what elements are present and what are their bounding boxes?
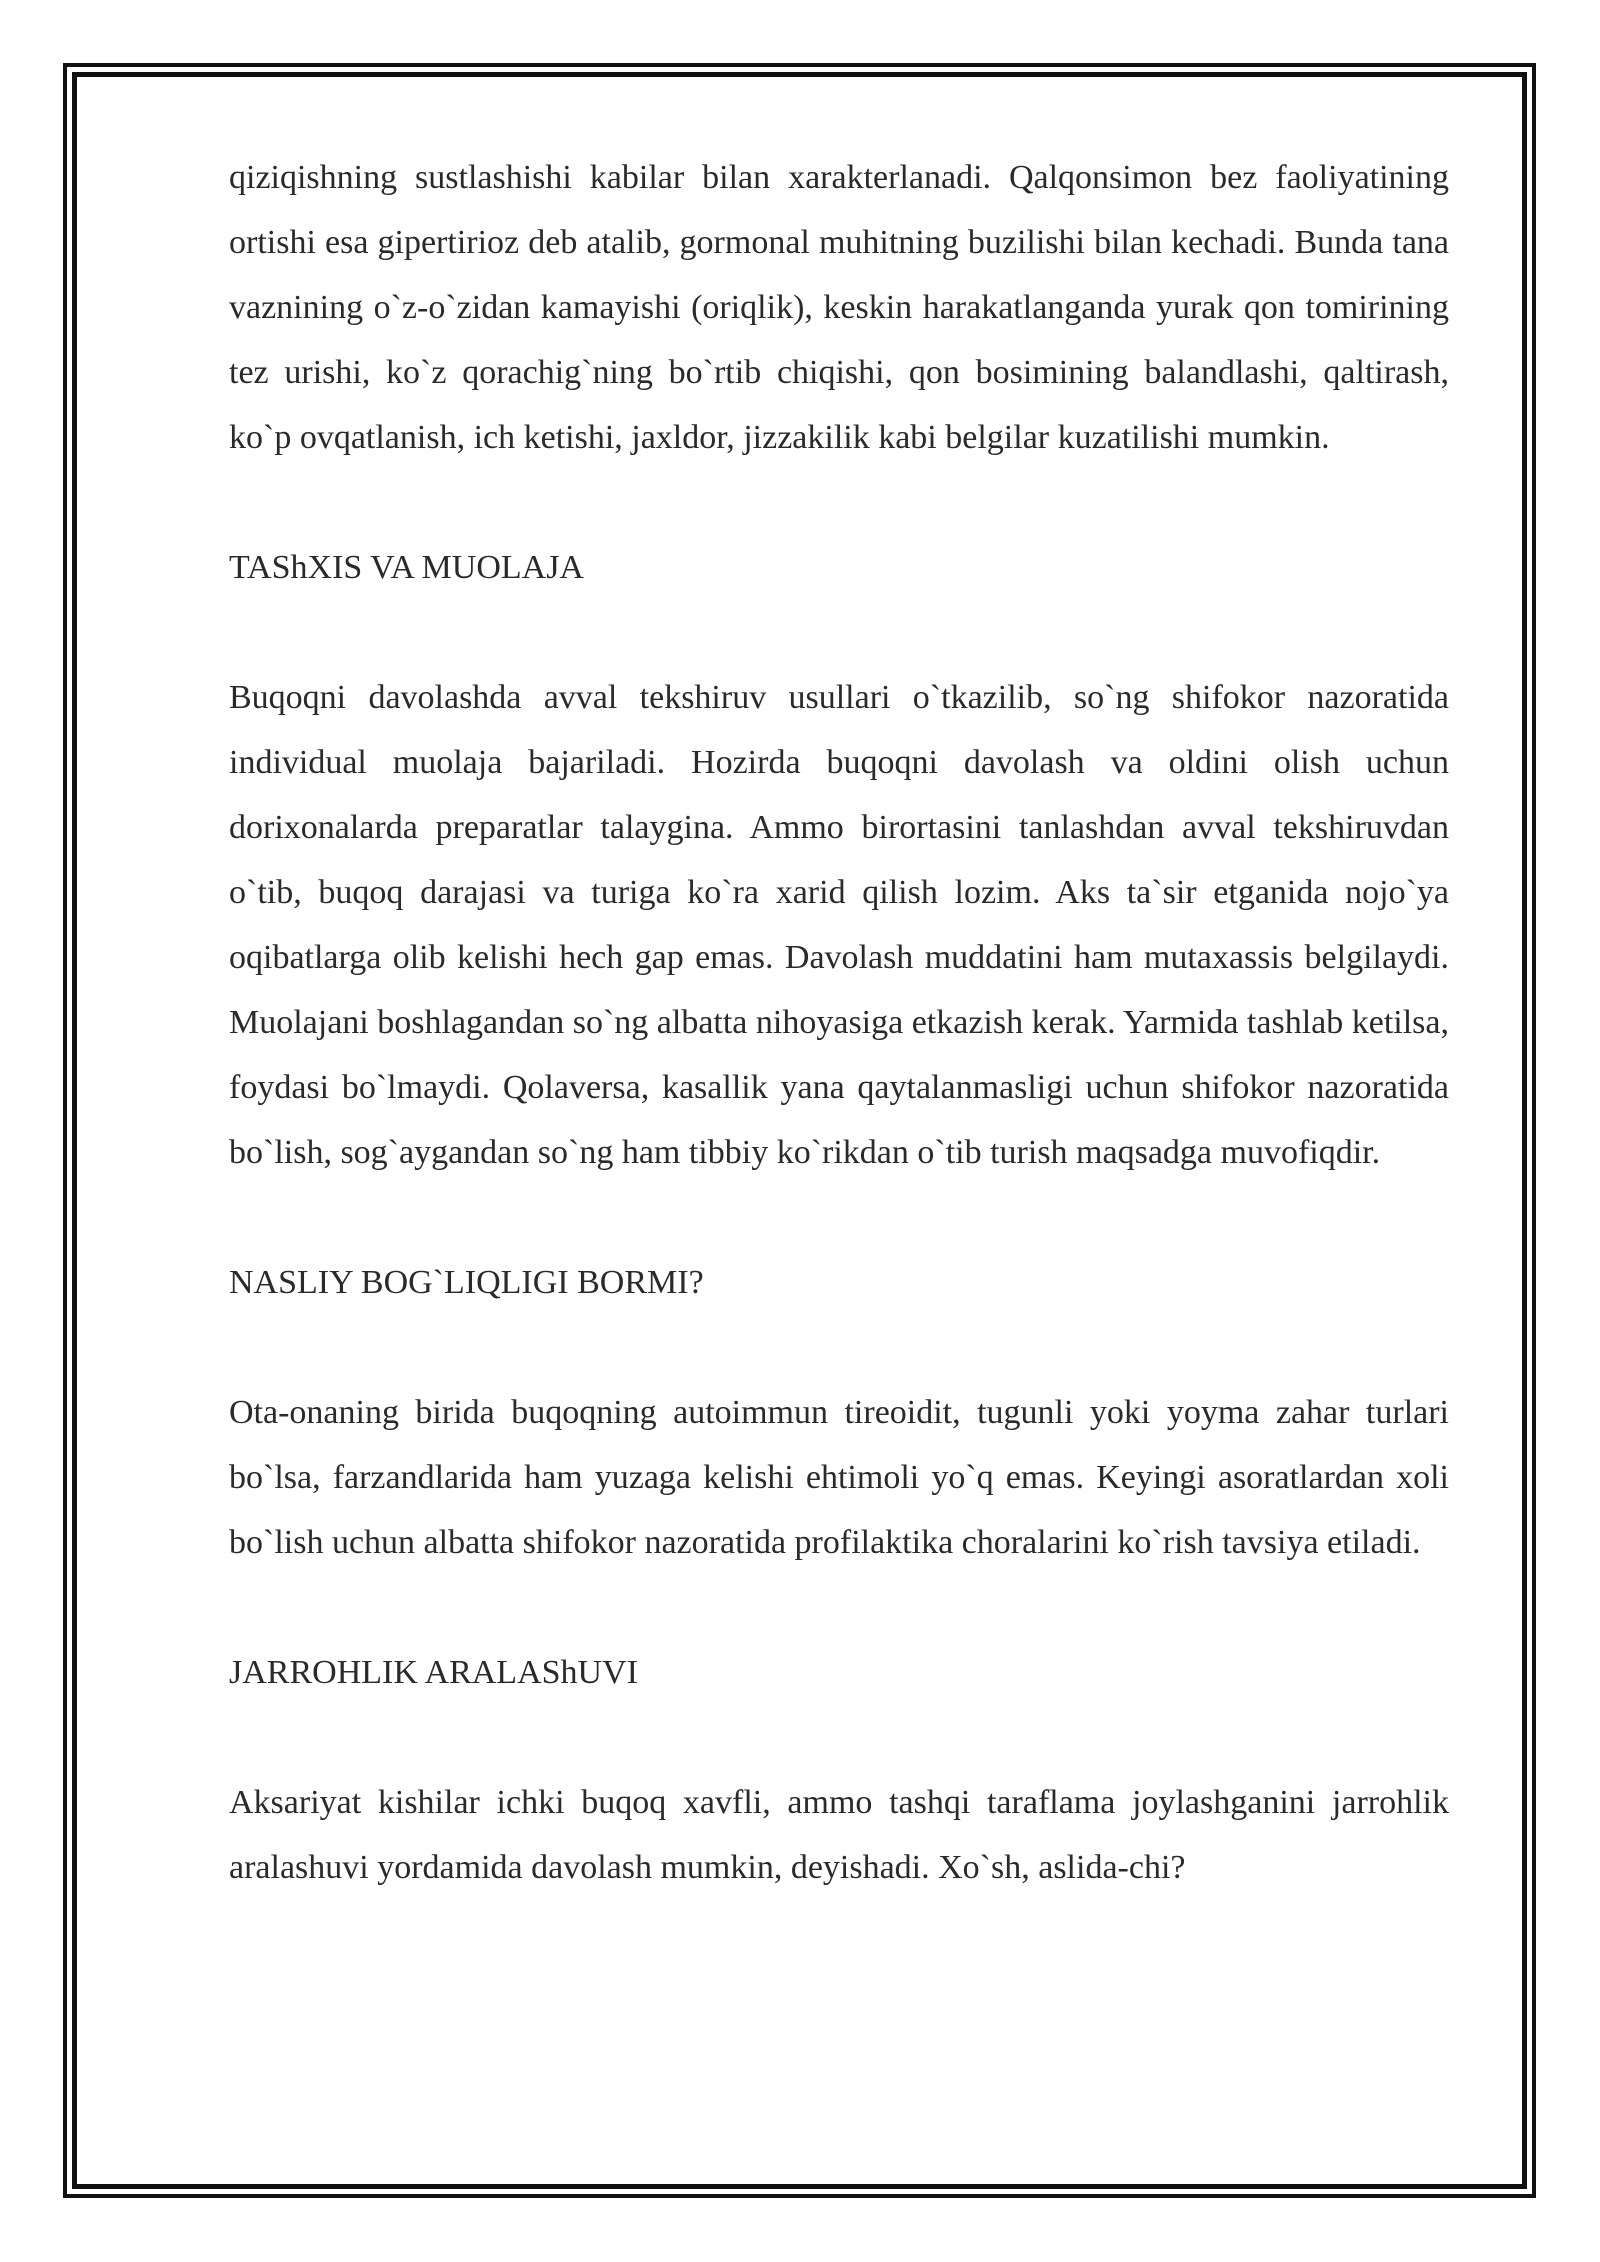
heading-diagnosis-treatment: TAShXIS VA MUOLAJA (229, 549, 584, 586)
spacer (229, 1575, 1449, 1640)
spacer (229, 470, 1449, 535)
paragraph-symptoms: qiziqishning sustlashishi kabilar bilan xarakterlanadi. Qalqonsimon bez faoliyatining ortishi esa gipertirioz deb atalib, gormonal muhitning buzilishi bilan kechadi. Bunda tana vaznining o`z-o`zidan kamayishi (oriqlik), keskin harakatlanganda yurak qon tomirining tez urishi, ko`z qorachig`ning bo`rtib chiqishi, qon bosimining balandlashi, qaltirash, ko`p ovqatlanish, ich ketishi, jaxldor, jizzakilik kabi belgilar kuzatilishi mumkin. (229, 159, 1449, 456)
paragraph-heredity: Ota-onaning birida buqoqning autoimmun tireoidit, tugunli yoki yoyma zahar turlari bo`lsa, farzandlarida ham yuzaga kelishi ehtimoli yo`q emas. Keyingi asoratlardan xoli bo`lish uchun albatta shifokor nazoratida profilaktika choralarini ko`rish tavsiya etiladi. (229, 1394, 1449, 1561)
spacer (229, 1705, 1449, 1770)
spacer (229, 1315, 1449, 1380)
document-body (229, 145, 1449, 1900)
spacer (229, 600, 1449, 665)
heading-surgery: JARROHLIK ARALAShUVI (229, 1654, 638, 1691)
spacer (229, 1185, 1449, 1250)
paragraph-treatment: Buqoqni davolashda avval tekshiruv usullari o`tkazilib, so`ng shifokor nazoratida individual muolaja bajariladi. Hozirda buqoqni davolash va oldini olish uchun dorixonalarda preparatlar talaygina. Ammo birortasini tanlashdan avval tekshiruvdan o`tib, buqoq darajasi va turiga ko`ra xarid qilish lozim. Aks ta`sir etganida nojo`ya oqibatlarga olib kelishi hech gap emas. Davolash muddatini ham mutaxassis belgilaydi. Muolajani boshlagandan so`ng albatta nihoyasiga etkazish kerak. Yarmida tashlab ketilsa, foydasi bo`lmaydi. Qolaversa, kasallik yana qaytalanmasligi uchun shifokor nazoratida bo`lish, sog`aygandan so`ng ham tibbiy ko`rikdan o`tib turish maqsadga muvofiqdir. (229, 679, 1449, 1171)
paragraph-surgery: Aksariyat kishilar ichki buqoq xavfli, ammo tashqi taraflama joylashganini jarrohlik aralashuvi yordamida davolash mumkin, deyishadi. Xo`sh, aslida-chi? (229, 1784, 1449, 1886)
heading-heredity: NASLIY BOG`LIQLIGI BORMI? (229, 1264, 704, 1301)
